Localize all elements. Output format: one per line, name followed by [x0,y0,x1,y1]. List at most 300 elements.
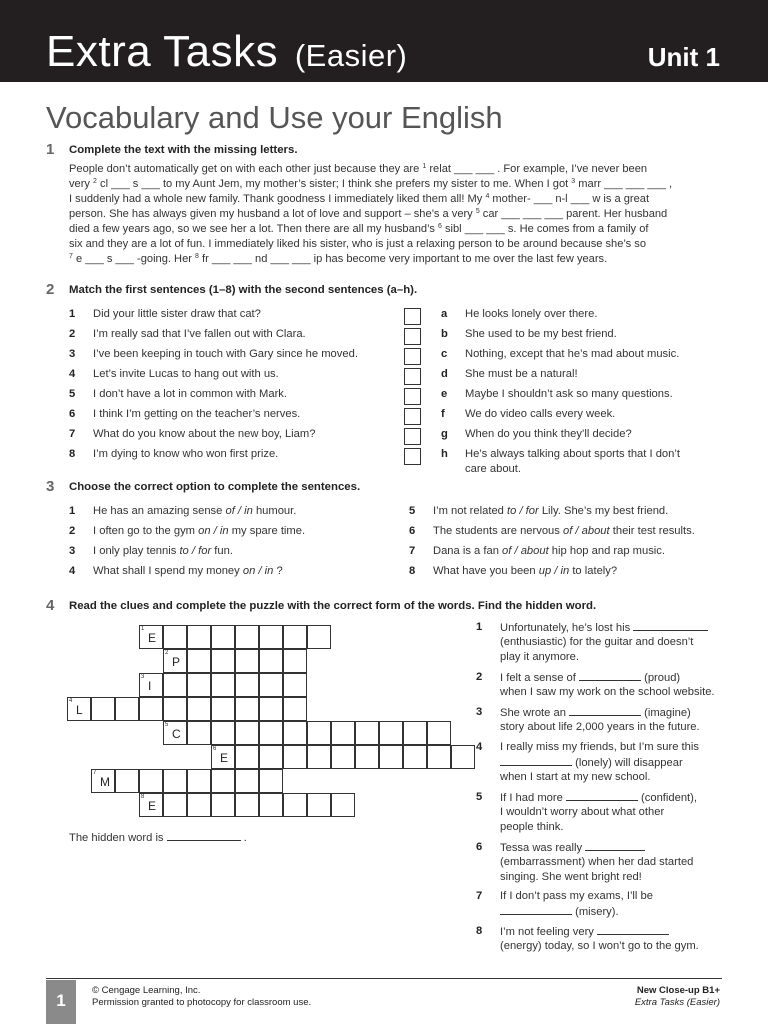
item-text: Let’s invite Lucas to hang out with us. [93,368,279,380]
item-number: 8 [69,448,76,460]
clue-line [500,720,700,735]
puzzle-cell[interactable] [115,697,139,721]
footer-copyright [92,985,311,1009]
item-number: 3 [69,545,76,557]
item-text: She used to be my best friend. [465,328,617,340]
puzzle-cell[interactable] [235,721,259,745]
item-text: ? [273,565,283,577]
puzzle-cell[interactable] [331,793,355,817]
puzzle-cell[interactable] [259,673,283,697]
clue-number: 6 [213,746,217,752]
item-text: I’m dying to know who won first prize. [93,448,279,460]
item-number: 5 [409,505,416,517]
option-choice[interactable]: on / in [198,525,229,537]
exercise-4-number: 4 [46,597,55,614]
title-main: Extra Tasks [46,27,279,76]
match-left-item [69,427,315,442]
puzzle-cell[interactable] [427,721,451,745]
item-number: 6 [69,408,76,420]
puzzle-cell[interactable] [451,745,475,769]
puzzle-cell[interactable] [235,769,259,793]
item-text: my spare time. [228,525,306,537]
item-text: Maybe I shouldn’t ask so many questions. [465,388,673,400]
clue-number [476,889,500,904]
puzzle-cell[interactable] [403,745,427,769]
item-text: What shall I spend my money [93,565,243,577]
puzzle-cell[interactable] [163,793,187,817]
clue-text-run: (energy) today, so I won’t go to the gym. [500,940,699,952]
puzzle-cell[interactable] [115,769,139,793]
puzzle-cell[interactable] [307,793,331,817]
clue-num-text: 6 [476,841,483,853]
puzzle-cell[interactable] [307,625,331,649]
title-subtitle: (Easier) [294,38,408,73]
text-run: sibl ___ ___ s. He comes from a family of [441,223,649,235]
puzzle-cell[interactable] [283,745,307,769]
clue-num-text: 3 [476,706,483,718]
gap-number: 5 [475,208,480,215]
text-run: person. She has always given my husband a lot of love and support – she’s a very [69,208,476,220]
clue-num-text: 5 [476,791,483,803]
item-letter: f [441,408,445,420]
item-text: I don’t have a lot in common with Mark. [93,388,288,400]
given-letter: L [76,703,83,717]
clue-number [476,670,500,685]
puzzle-cell[interactable] [187,697,211,721]
option-item [69,544,233,559]
given-letter: E [220,751,229,765]
unit-label: Unit 1 [647,42,720,72]
text-run: e ___ s ___ -going. Her [72,253,196,265]
puzzle-cell[interactable] [307,745,331,769]
text-run: very [69,178,94,190]
text-line [69,177,719,192]
puzzle-cell[interactable] [211,769,235,793]
match-right-item [441,407,615,422]
clue-number [476,705,500,720]
option-item [69,564,283,579]
match-right-item [441,387,673,402]
item-text: Lily. She’s my best friend. [538,505,669,517]
match-left-item [69,327,306,342]
text-line [69,207,719,222]
puzzle-cell[interactable] [211,793,235,817]
option-choice[interactable]: to / for [507,505,539,517]
item-number: 4 [69,368,76,380]
page-title [46,28,407,80]
footer-book-info [635,985,720,1009]
item-text: He has an amazing sense [93,505,226,517]
footer-rule [46,978,722,979]
clue-line [500,904,619,920]
option-item [409,564,617,579]
item-letter: b [441,328,448,340]
hidden-word-line [69,830,247,846]
clue-text-run: when I saw my work on the school website. [500,686,715,698]
item-number: 2 [69,525,76,537]
answer-blank[interactable] [500,755,572,766]
option-item [409,544,665,559]
permission-text: Permission granted to photocopy for classroom use. [92,997,312,1008]
clue-line [500,939,699,954]
option-choice[interactable]: on / in [242,565,274,577]
puzzle-cell[interactable] [283,793,307,817]
puzzle-cell[interactable] [379,721,403,745]
item-number: 1 [69,308,76,320]
clue-line [500,740,699,755]
answer-blank[interactable] [579,670,641,681]
puzzle-cell[interactable] [235,625,259,649]
puzzle-cell[interactable] [259,697,283,721]
hidden-word-label: The hidden word is [69,832,164,844]
puzzle-cell[interactable] [211,697,235,721]
section-title: Vocabulary and Use your English [46,100,503,135]
item-text: He looks lonely over there. [465,308,598,320]
puzzle-cell[interactable] [283,625,307,649]
item-letter: h [441,448,448,460]
text-run: cl ___ s ___ to my Aunt Jem, my mother’s sister; I think she prefers my sister to me. When I got [96,178,572,190]
clue-line [500,705,691,721]
text-line [69,192,719,207]
puzzle-cell[interactable] [427,745,451,769]
clue-line [500,670,680,686]
match-right-item [441,367,578,382]
puzzle-cell[interactable] [91,769,115,793]
clue-text-run: Tessa was really [500,842,586,854]
clue-number: 5 [165,722,169,728]
match-left-item [69,367,279,382]
option-item [409,504,668,519]
puzzle-cell[interactable] [139,625,163,649]
puzzle-cell[interactable] [139,673,163,697]
puzzle-cell[interactable] [259,745,283,769]
clue-text-run: when I start at my new school. [500,771,651,783]
item-text: I only play tennis [93,545,180,557]
puzzle-cell[interactable] [283,697,307,721]
clue-line [500,855,693,870]
exercise-3-number: 3 [46,478,55,495]
text-line [69,252,719,267]
puzzle-cell[interactable] [187,721,211,745]
clue-num-text: 4 [476,741,483,753]
puzzle-cell[interactable] [235,649,259,673]
item-text: humour. [252,505,297,517]
match-right-item [441,307,597,322]
puzzle-cell[interactable] [139,793,163,817]
exercise-2-number: 2 [46,281,55,298]
option-item [69,524,305,539]
item-text: What do you know about the new boy, Liam? [93,428,316,440]
text-run: People don’t automatically get on with each other just because they are [69,163,423,175]
clue-line [500,820,563,835]
puzzle-cell[interactable] [187,769,211,793]
match-left-item [69,447,278,462]
given-letter: E [148,631,157,645]
clue-line [500,870,642,885]
clue-text-run: people think. [500,821,564,833]
match-right-item [441,327,617,342]
answer-blank[interactable] [569,705,641,716]
clue-text-run: singing. She went bright red! [500,871,642,883]
puzzle-cell[interactable] [235,745,259,769]
item-letter: g [441,428,448,440]
clue-text-run: She wrote an [500,707,570,719]
puzzle-cell[interactable] [259,649,283,673]
puzzle-cell[interactable] [163,625,187,649]
answer-blank[interactable] [585,840,645,851]
clue-num-text: 1 [476,621,483,633]
puzzle-cell[interactable] [211,745,235,769]
clue-text-run: (lonely) will disappear [572,757,683,769]
clue-number: 7 [93,770,97,776]
option-item [409,524,695,539]
match-left-item [69,347,358,362]
gap-number: 8 [195,253,199,260]
item-text: their test results. [609,525,695,537]
puzzle-cell[interactable] [259,721,283,745]
gap-number: 6 [437,223,442,230]
clue-text-run: (proud) [640,672,681,684]
clue-number [476,790,500,805]
clue-text-run: (enthusiastic) for the guitar and doesn’t [500,636,694,648]
option-item [69,504,296,519]
exercise-1-text [69,162,719,267]
puzzle-cell[interactable] [283,673,307,697]
clue-text-run: Unfortunately, he’s lost his [500,622,634,634]
item-text: I’ve been keeping in touch with Gary since he moved. [93,348,358,360]
clue-number: 3 [141,674,145,680]
item-text: He’s always talking about sports that I don’t [465,448,680,460]
clue-num-text: 7 [476,890,483,902]
text-run: relat ___ ___ . For example, I’ve never been [426,163,648,175]
match-right-item [441,347,679,362]
clue-text-run: If I don’t pass my exams, I’ll be [500,890,653,902]
item-text: The students are nervous [433,525,563,537]
item-text: What have you been [433,565,539,577]
text-run: died a few years ago, so we see her a lot. Then there are all my husband’s [69,223,438,235]
puzzle-cell[interactable] [187,649,211,673]
clue-number: 4 [69,698,73,704]
answer-blank[interactable] [597,924,669,935]
puzzle-cell[interactable] [139,769,163,793]
puzzle-cell[interactable] [139,697,163,721]
puzzle-cell[interactable] [403,721,427,745]
puzzle-cell[interactable] [211,649,235,673]
puzzle-cell[interactable] [331,721,355,745]
answer-box[interactable] [404,308,421,325]
puzzle-cell[interactable] [163,697,187,721]
match-right-item-cont: care about. [465,463,521,475]
text-run: I suddenly had a whole new family. Thank goodness I immediately liked them all! My [69,193,486,205]
item-letter: a [441,308,448,320]
exercise-1-number: 1 [46,141,55,158]
option-choice[interactable]: up / in [538,565,570,577]
item-text: She must be a natural! [465,368,578,380]
text-run: mother- ___ n-l ___ w is a great [489,193,650,205]
item-letter: c [441,348,448,360]
clue-number: 1 [141,626,145,632]
puzzle-cell[interactable] [355,745,379,769]
puzzle-cell[interactable] [235,793,259,817]
page-number: 1 [46,980,76,1024]
clue-num-text: 8 [476,925,483,937]
answer-box[interactable] [404,448,421,465]
gap-number: 3 [571,178,576,185]
clue-number [476,840,500,855]
answer-box[interactable] [404,408,421,425]
clue-line [500,889,653,904]
puzzle-cell[interactable] [259,769,283,793]
puzzle-cell[interactable] [211,673,235,697]
item-text: I think I’m getting on the teacher’s nerves. [93,408,301,420]
item-text: Nothing, except that he’s mad about music. [465,348,680,360]
gap-number: 1 [422,163,427,170]
puzzle-cell[interactable] [211,721,235,745]
answer-box[interactable] [404,348,421,365]
puzzle-cell[interactable] [259,793,283,817]
clue-text-run: (misery). [572,906,619,918]
clue-number [476,924,500,939]
puzzle-cell[interactable] [307,721,331,745]
clue-number [476,620,500,635]
gap-number: 4 [485,193,490,200]
puzzle-cell[interactable] [163,769,187,793]
item-text: Did your little sister draw that cat? [93,308,261,320]
puzzle-cell[interactable] [163,649,187,673]
puzzle-cell[interactable] [211,625,235,649]
item-number: 7 [69,428,76,440]
clue-line [500,650,579,665]
given-letter: M [100,775,110,789]
puzzle-cell[interactable] [187,793,211,817]
item-number: 1 [69,505,76,517]
clue-text-run: (imagine) [641,707,691,719]
puzzle-cell[interactable] [187,673,211,697]
puzzle-cell[interactable] [355,721,379,745]
clue-number: 8 [141,794,145,800]
clue-line [500,840,645,856]
match-right-item [441,447,680,462]
item-text: I’m really sad that I’ve fallen out with Clara. [93,328,306,340]
gap-number: 7 [69,253,73,260]
clue-line [500,790,697,806]
puzzle-cell[interactable] [259,625,283,649]
puzzle-cell[interactable] [379,745,403,769]
book-subtitle: Extra Tasks (Easier) [634,997,720,1008]
answer-box[interactable] [404,328,421,345]
match-left-item [69,307,261,322]
text-run: car ___ ___ ___ parent. Her husband [479,208,668,220]
puzzle-cell[interactable] [67,697,91,721]
hidden-word-suffix: . [243,832,247,844]
option-choice[interactable]: to / for [179,545,212,557]
exercise-1-instruction: Complete the text with the missing letters. [69,144,298,156]
copyright-text: © Cengage Learning, Inc. [92,985,201,996]
item-text: I often go to the gym [93,525,199,537]
option-choice[interactable]: of / about [502,545,549,557]
hidden-word-blank[interactable] [167,830,241,841]
puzzle-cell[interactable] [91,697,115,721]
puzzle-cell[interactable] [235,673,259,697]
text-line [69,222,719,237]
answer-box[interactable] [404,428,421,445]
item-text: When do you think they’ll decide? [465,428,632,440]
item-number: 3 [69,348,76,360]
text-run: marr ___ ___ ___ , [575,178,673,190]
item-number: 4 [69,565,76,577]
puzzle-cell[interactable] [283,649,307,673]
option-choice[interactable]: of / about [562,525,610,537]
clue-num-text: 2 [476,671,483,683]
option-choice[interactable]: of / in [225,505,253,517]
answer-blank[interactable] [500,904,572,915]
exercise-3-instruction: Choose the correct option to complete the sentences. [69,481,361,493]
clue-text-run: If I had more [500,792,566,804]
clue-line [500,755,683,771]
match-left-item [69,407,300,422]
item-text: We do video calls every week. [465,408,616,420]
puzzle-cell[interactable] [163,721,187,745]
clue-line [500,620,708,636]
item-number: 2 [69,328,76,340]
text-run: six and they are a lot of fun. I immediately liked his sister, who is just a relaxing person to be around because she’s so [69,238,646,250]
answer-blank[interactable] [633,620,708,631]
clue-text-run: (embarrassment) when her dad started [500,856,694,868]
text-line [69,162,719,177]
clue-line [500,635,693,650]
clue-text-run: I wouldn’t worry about what other [500,806,665,818]
given-letter: I [148,679,152,693]
item-number: 7 [409,545,416,557]
puzzle-cell[interactable] [235,697,259,721]
text-line [69,237,719,252]
clue-number: 2 [165,650,169,656]
gap-number: 2 [93,178,97,185]
item-text: to lately? [569,565,618,577]
item-text: fun. [211,545,233,557]
match-left-item [69,387,287,402]
item-text: hip hop and rap music. [548,545,665,557]
item-number: 5 [69,388,76,400]
clue-line [500,685,715,700]
exercise-4-instruction: Read the clues and complete the puzzle with the correct form of the words. Find the hidden word. [69,600,597,612]
clue-line [500,805,664,820]
clue-text-run: I felt a sense of [500,672,579,684]
item-text: I’m not related [433,505,507,517]
clue-number [476,740,500,755]
item-text: Dana is a fan [433,545,503,557]
clue-line [500,770,650,785]
text-run: fr ___ ___ nd ___ ___ ip has become very important to me over the last few years. [198,253,608,265]
clue-text-run: I really miss my friends, but I’m sure this [500,741,699,753]
book-title: New Close-up B1+ [636,985,720,996]
item-letter: d [441,368,448,380]
puzzle-cell[interactable] [283,721,307,745]
item-number: 8 [409,565,416,577]
puzzle-cell[interactable] [331,745,355,769]
clue-text-run: play it anymore. [500,651,579,663]
clue-line [500,924,669,940]
item-letter: e [441,388,448,400]
puzzle-cell[interactable] [163,673,187,697]
clue-text-run: story about life 2,000 years in the future. [500,721,700,733]
given-letter: E [148,799,157,813]
answer-box[interactable] [404,368,421,385]
puzzle-cell[interactable] [187,625,211,649]
answer-box[interactable] [404,388,421,405]
clue-text-run: (confident), [637,792,697,804]
answer-blank[interactable] [566,790,638,801]
